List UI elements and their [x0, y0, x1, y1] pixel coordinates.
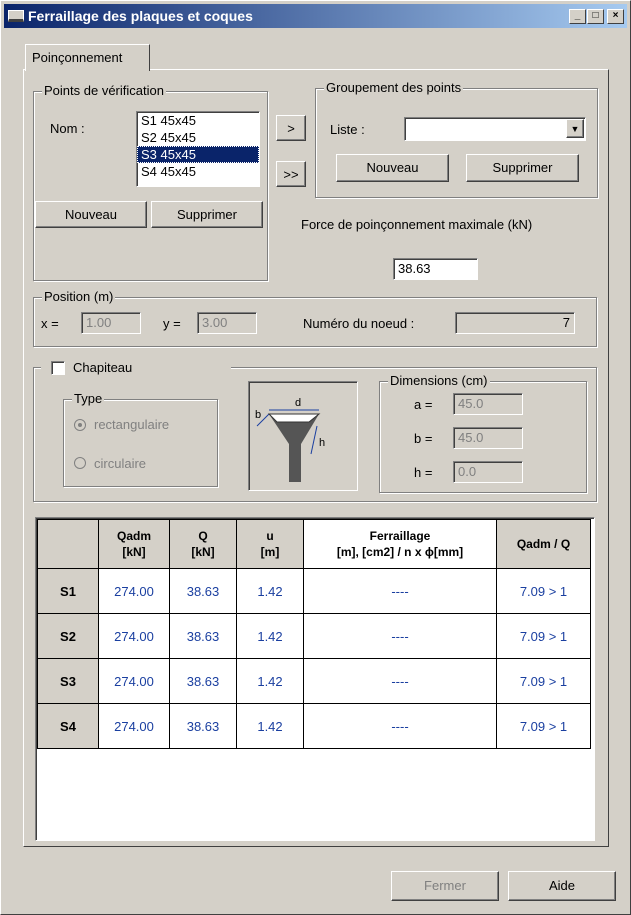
close-button[interactable]: ×: [607, 9, 624, 24]
window-title: Ferraillage des plaques et coques: [28, 8, 253, 24]
points-listbox[interactable]: [136, 111, 260, 187]
cell-qadm[interactable]: 274.00: [99, 614, 170, 659]
list-item[interactable]: S2 45x45: [141, 130, 196, 145]
header-ratio[interactable]: Qadm / Q: [497, 520, 591, 569]
name-label: Nom :: [50, 121, 85, 136]
move-all-button[interactable]: >>: [276, 161, 306, 187]
header-q[interactable]: Q [kN]: [170, 520, 237, 569]
cell-ratio[interactable]: 7.09 > 1: [497, 704, 591, 749]
fig-b-label: b: [255, 409, 262, 421]
header-qadm[interactable]: Qadm [kN]: [99, 520, 170, 569]
force-label: Force de poinçonnement maximale (kN): [301, 217, 533, 232]
new-point-button[interactable]: Nouveau: [35, 201, 147, 228]
cell-q[interactable]: 38.63: [170, 659, 237, 704]
close-dialog-button: Fermer: [391, 871, 499, 901]
cell-u[interactable]: 1.42: [237, 569, 304, 614]
row-name[interactable]: S4: [38, 704, 99, 749]
tab-poinconnement[interactable]: [25, 44, 150, 71]
header-ferraillage[interactable]: Ferraillage [m], [cm2] / n x ϕ[mm]: [304, 520, 497, 569]
capital-shape-icon: [249, 382, 357, 490]
force-input[interactable]: 38.63: [393, 258, 478, 280]
capital-checkbox[interactable]: [51, 361, 65, 375]
list-item[interactable]: S1 45x45: [141, 113, 196, 128]
row-name[interactable]: S1: [38, 569, 99, 614]
cell-qadm[interactable]: 274.00: [99, 569, 170, 614]
delete-group-button[interactable]: Supprimer: [466, 154, 579, 182]
cell-ratio[interactable]: 7.09 > 1: [497, 614, 591, 659]
header-corner: [38, 520, 99, 569]
node-number-field: 7: [455, 312, 575, 334]
grouping-legend: Groupement des points: [326, 80, 462, 95]
circ-label: circulaire: [94, 456, 147, 471]
cell-u[interactable]: 1.42: [237, 614, 304, 659]
cell-q[interactable]: 38.63: [170, 614, 237, 659]
fig-h-label: h: [319, 437, 326, 449]
minimize-button[interactable]: _: [569, 9, 586, 24]
a-input: 45.0: [453, 393, 523, 415]
title-bar[interactable]: [4, 4, 627, 28]
app-icon: [8, 10, 24, 22]
node-label: Numéro du noeud :: [303, 316, 415, 331]
cell-ferraillage[interactable]: ----: [304, 659, 497, 704]
results-table: [37, 519, 591, 749]
cell-q[interactable]: 38.63: [170, 569, 237, 614]
maximize-button[interactable]: □: [587, 9, 604, 24]
cell-u[interactable]: 1.42: [237, 659, 304, 704]
cell-u[interactable]: 1.42: [237, 704, 304, 749]
cell-ferraillage[interactable]: ----: [304, 614, 497, 659]
fig-d-label: d: [295, 397, 302, 409]
b-label: b =: [414, 431, 433, 446]
type-legend: Type: [74, 391, 103, 406]
radio-circular: [74, 457, 86, 469]
row-name[interactable]: S2: [38, 614, 99, 659]
table-row[interactable]: [38, 614, 591, 659]
capital-figure: [248, 381, 358, 491]
chevron-down-icon[interactable]: ▼: [566, 119, 584, 138]
cell-ferraillage[interactable]: ----: [304, 704, 497, 749]
y-input: 3.00: [197, 312, 257, 334]
tab-label: Poinçonnement: [32, 50, 123, 65]
a-label: a =: [414, 397, 433, 412]
b-input: 45.0: [453, 427, 523, 449]
list-item-selected[interactable]: S3 45x45: [137, 146, 259, 163]
cell-ferraillage[interactable]: ----: [304, 569, 497, 614]
list-label: Liste :: [330, 122, 365, 137]
dimensions-legend: Dimensions (cm): [390, 373, 488, 388]
group-list-select[interactable]: [404, 117, 586, 141]
capital-label[interactable]: Chapiteau: [73, 360, 133, 375]
row-name[interactable]: S3: [38, 659, 99, 704]
type-group: [63, 391, 218, 487]
radio-rectangular: [74, 419, 86, 431]
move-one-button[interactable]: >: [276, 115, 306, 141]
cell-qadm[interactable]: 274.00: [99, 704, 170, 749]
delete-point-button[interactable]: Supprimer: [151, 201, 263, 228]
cell-ratio[interactable]: 7.09 > 1: [497, 659, 591, 704]
rect-label: rectangulaire: [94, 417, 170, 432]
table-row[interactable]: [38, 659, 591, 704]
table-row[interactable]: [38, 569, 591, 614]
verification-legend: Points de vérification: [44, 83, 164, 98]
table-row[interactable]: [38, 704, 591, 749]
list-item[interactable]: S4 45x45: [141, 164, 196, 179]
h-input: 0.0: [453, 461, 523, 483]
cell-ratio[interactable]: 7.09 > 1: [497, 569, 591, 614]
cell-qadm[interactable]: 274.00: [99, 659, 170, 704]
table-header-row: [38, 520, 591, 569]
cell-q[interactable]: 38.63: [170, 704, 237, 749]
y-label: y =: [163, 316, 181, 331]
help-button[interactable]: Aide: [508, 871, 616, 901]
new-group-button[interactable]: Nouveau: [336, 154, 449, 182]
x-label: x =: [41, 316, 59, 331]
position-legend: Position (m): [44, 289, 114, 304]
x-input: 1.00: [81, 312, 141, 334]
header-u[interactable]: u [m]: [237, 520, 304, 569]
h-label: h =: [414, 465, 433, 480]
